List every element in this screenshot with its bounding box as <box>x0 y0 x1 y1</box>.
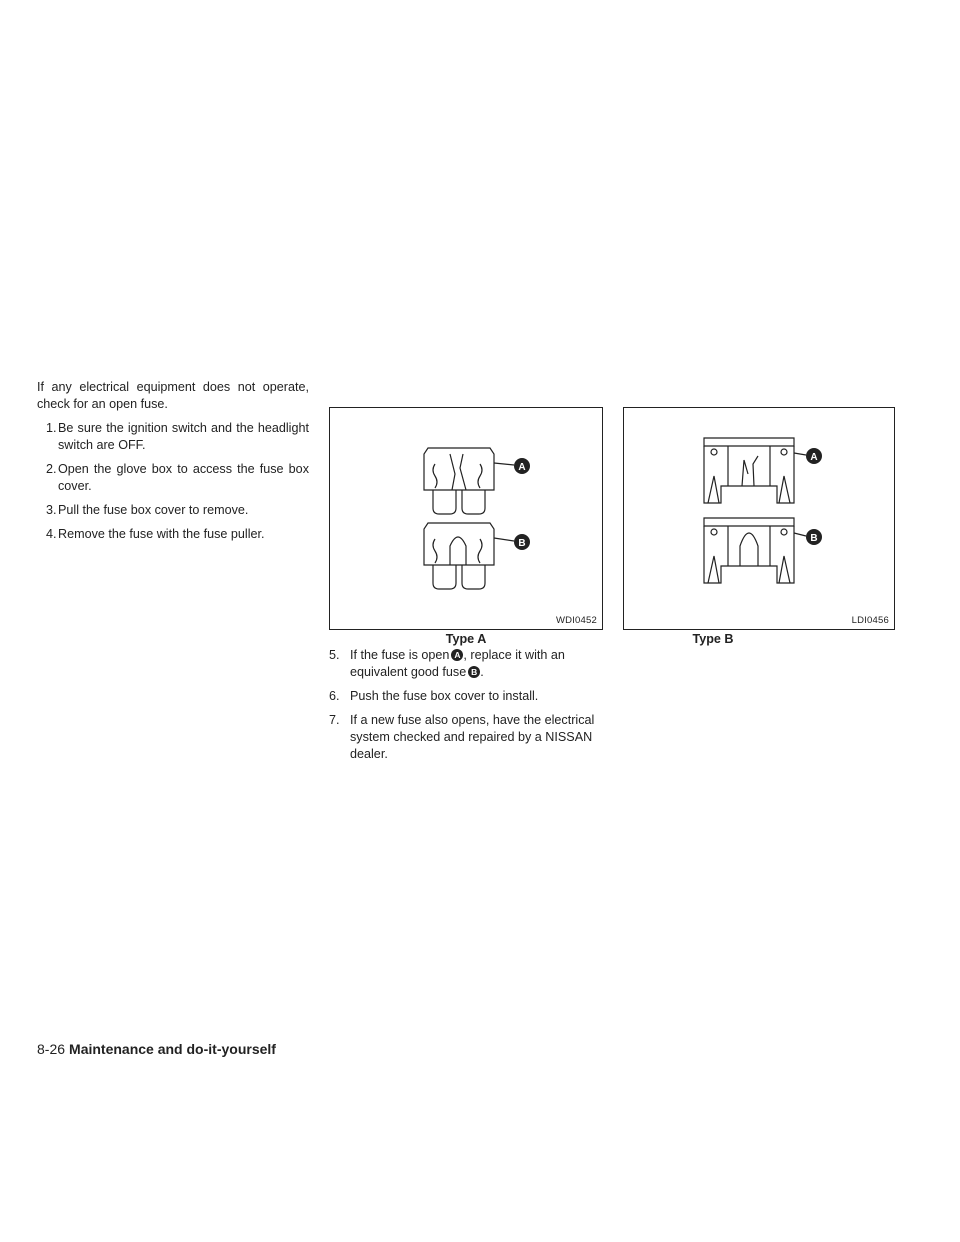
step-number: 5. <box>329 648 340 662</box>
second-column <box>329 640 603 763</box>
steps-list-first <box>37 420 309 543</box>
figure-type-a <box>329 407 603 630</box>
fuse-illustration-type-b <box>624 408 894 629</box>
step-number: 6. <box>329 689 340 703</box>
step-item <box>37 526 309 543</box>
callout-a-label: A <box>810 452 818 463</box>
intro-column <box>37 379 309 543</box>
step-text: Be sure the ignition switch and the headlight switch are OFF. <box>58 421 309 452</box>
figure-code: WDI0452 <box>555 615 597 626</box>
step-number: 1. <box>46 421 57 435</box>
page-number: 8-26 <box>37 1041 66 1057</box>
step-text: Remove the fuse with the fuse puller. <box>58 527 265 541</box>
callout-b-label: B <box>518 538 526 549</box>
step-text: If the fuse is open <box>350 648 450 662</box>
ref-a-badge: A <box>451 649 463 661</box>
ref-b-badge: B <box>468 666 480 678</box>
step-text: , replace it with an equivalent good fuse <box>350 648 565 679</box>
steps-list-second <box>329 647 603 763</box>
figure-type-b <box>623 407 895 630</box>
step-item <box>37 502 309 519</box>
step-item <box>329 712 603 763</box>
callout-a-label: A <box>518 462 526 473</box>
step-text: Open the glove box to access the fuse box cover. <box>58 462 309 493</box>
callout-b-label: B <box>810 533 818 544</box>
page-footer <box>37 1041 276 1057</box>
step-text: Push the fuse box cover to install. <box>350 689 539 703</box>
step-item <box>37 461 309 495</box>
step-text: Pull the fuse box cover to remove. <box>58 503 249 517</box>
figure-caption-type-a: Type A <box>445 632 487 646</box>
step-number: 7. <box>329 713 340 727</box>
step-text: . <box>480 665 484 679</box>
figure-code: LDI0456 <box>851 615 889 626</box>
step-item <box>329 647 603 681</box>
intro-paragraph: If any electrical equipment does not operate, check for an open fuse. <box>37 380 309 411</box>
step-number: 3. <box>46 503 57 517</box>
step-text: If a new fuse also opens, have the electrical system checked and repaired by a NISSAN dealer. <box>350 713 595 761</box>
fuse-illustration-type-a <box>330 408 602 629</box>
step-number: 2. <box>46 462 57 476</box>
section-title: Maintenance and do-it-yourself <box>69 1041 276 1057</box>
figure-caption-type-b: Type B <box>692 632 734 646</box>
step-item <box>37 420 309 454</box>
step-item <box>329 688 603 705</box>
step-number: 4. <box>46 527 57 541</box>
